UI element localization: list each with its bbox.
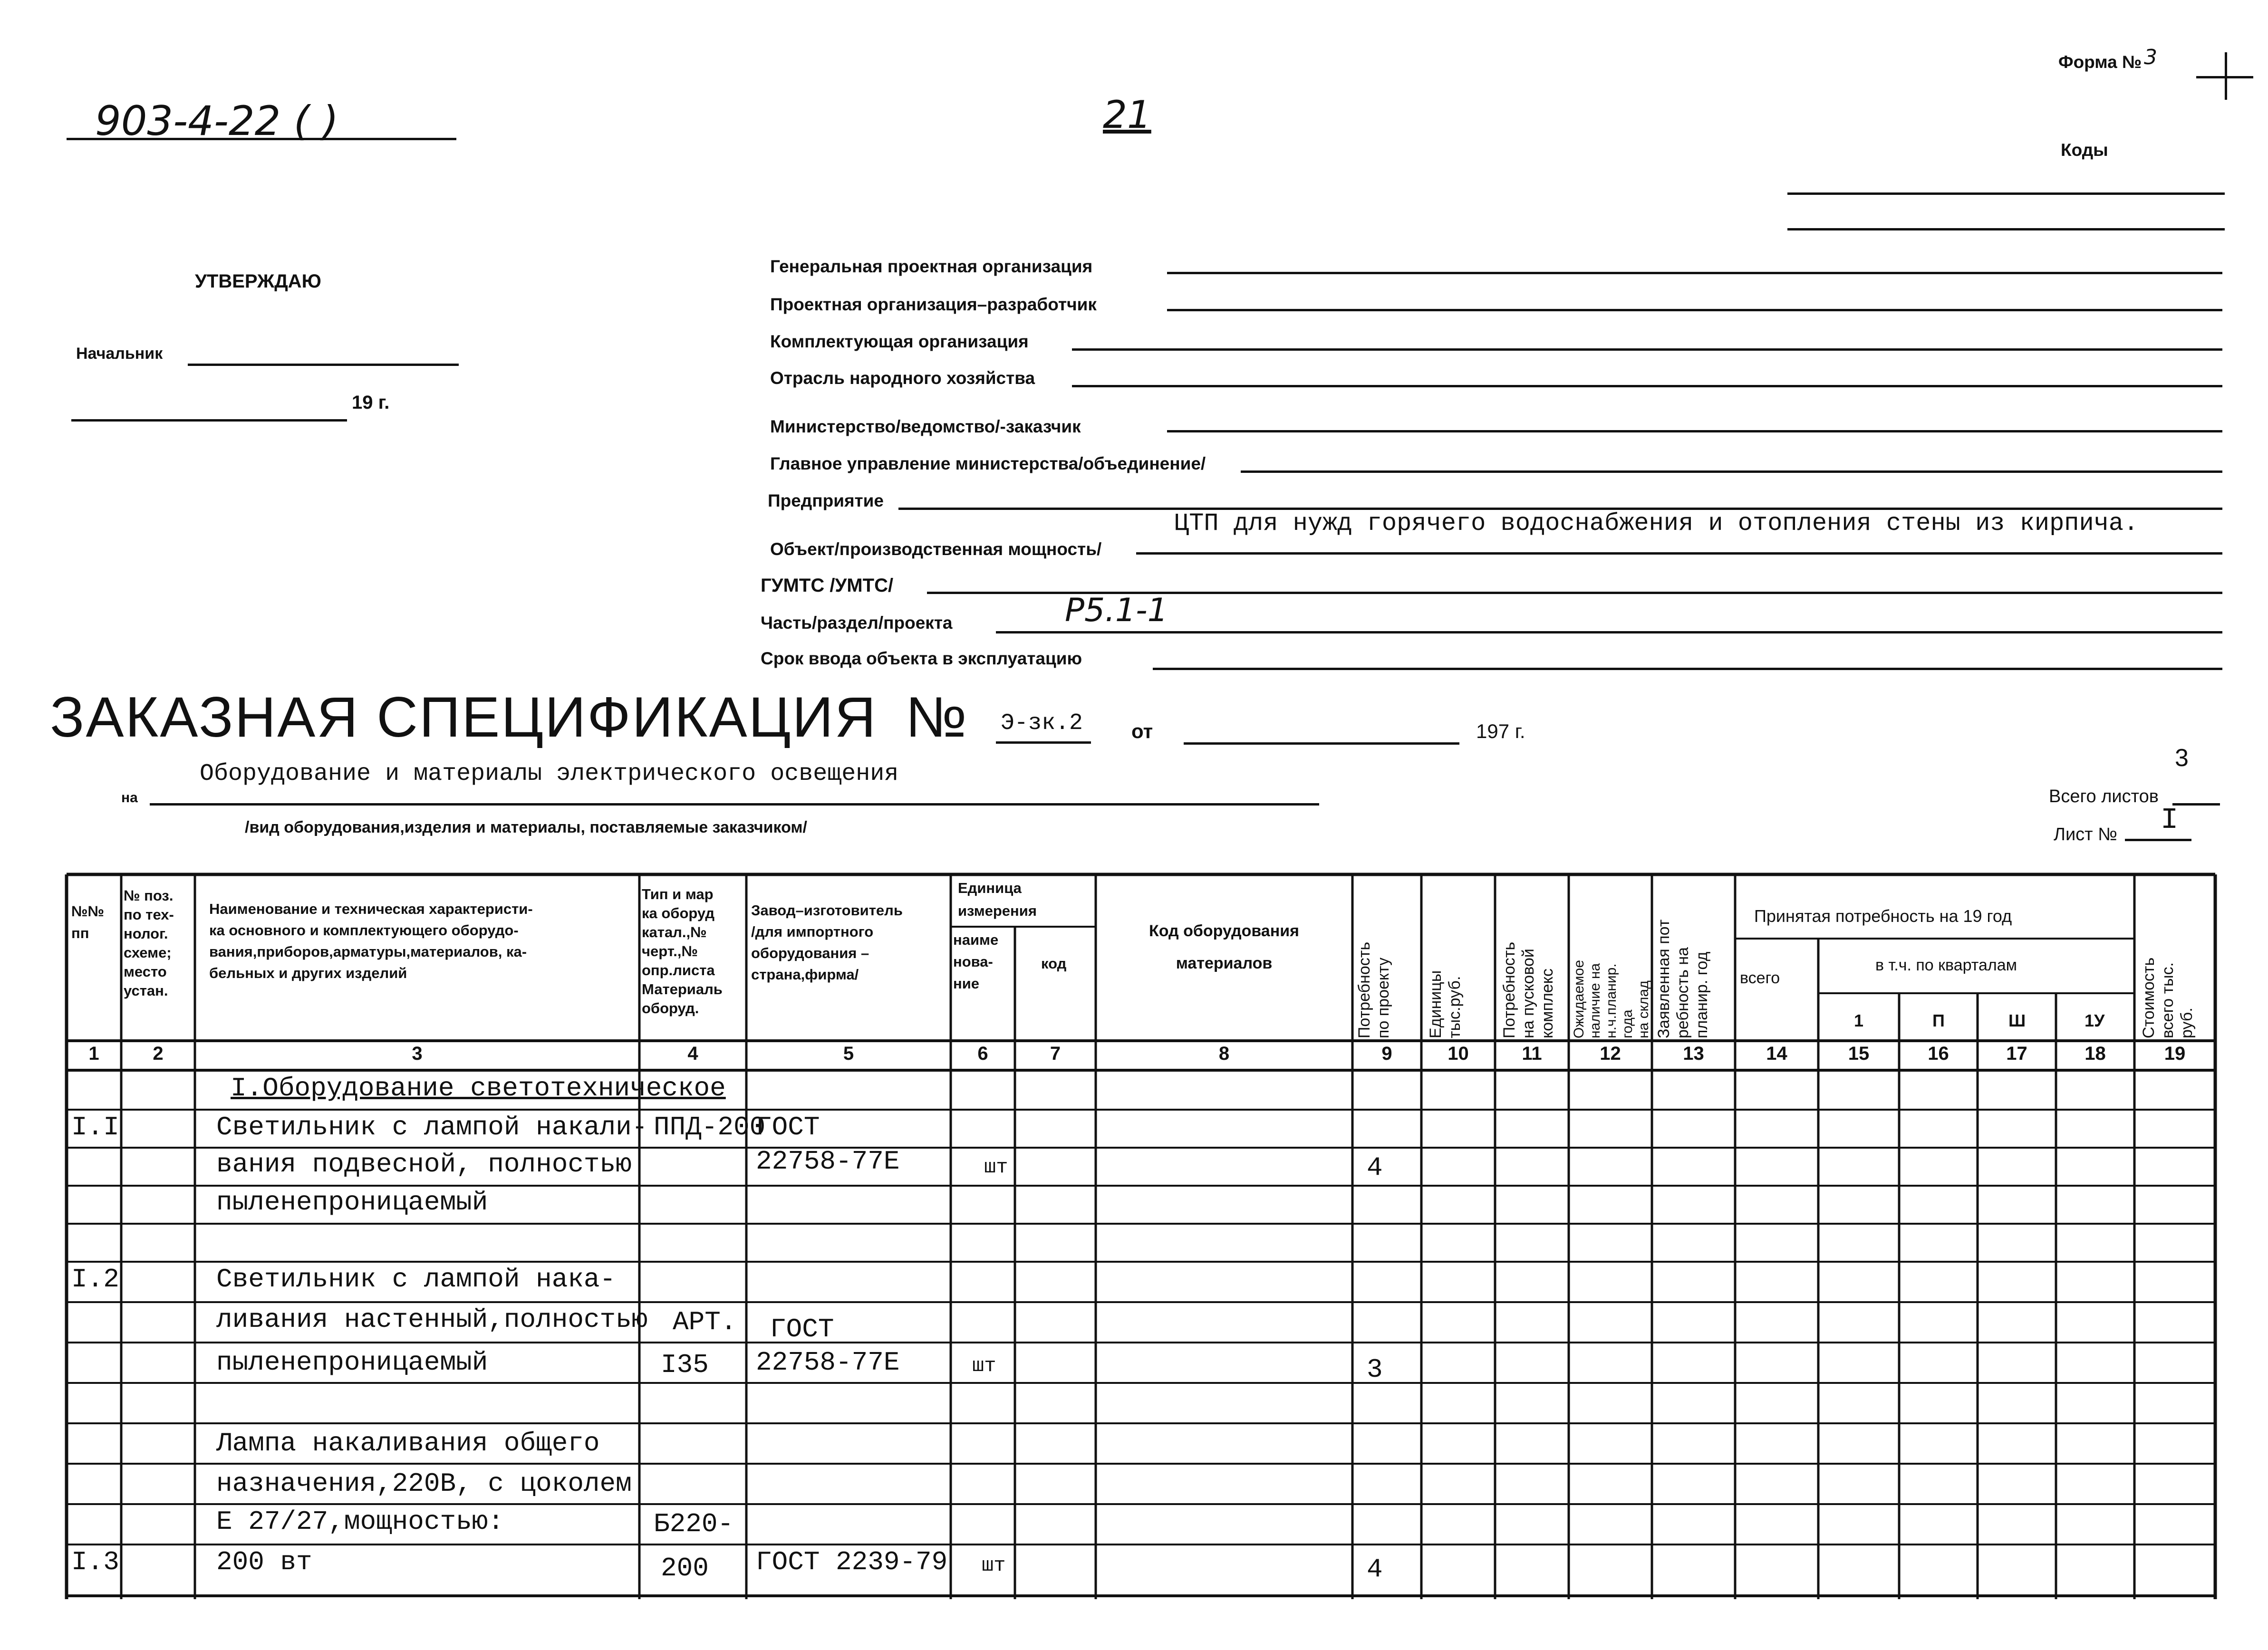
header-c19: Стоимость всего тыс. руб. (2140, 957, 2196, 1038)
codes-label: Коды (2061, 140, 2108, 160)
row-description: назначения,220В, с цоколем (216, 1468, 632, 1499)
header-c5: Завод–изготовитель /для импортного оборудования – страна,фирма/ (751, 902, 903, 983)
row-quantity: 3 (1367, 1354, 1383, 1385)
project-code: 903-4-22 ( ) (95, 97, 339, 145)
row-manufacturer: ГОСТ (770, 1314, 834, 1344)
approve-year: 19 г. (352, 392, 390, 413)
header-c4: Тип и мар ка оборуд катал.,№ черт.,№ опр.листа Материаль оборуд. (642, 886, 723, 1017)
colnum-6: 6 (977, 1043, 988, 1064)
row-description: Е 27/27,мощностью: (216, 1506, 504, 1537)
field-complect-org-label: Комплектующая организация (770, 332, 1029, 351)
colnum-14: 14 (1766, 1043, 1787, 1064)
row-manufacturer: 22758-77Е (756, 1146, 900, 1177)
row-description: вания подвесной, полностью (216, 1149, 632, 1180)
colnum-17: 17 (2006, 1043, 2027, 1064)
field-design-org-label: Проектная организация–разработчик (770, 295, 1097, 314)
colnum-2: 2 (153, 1043, 164, 1064)
header-c14: всего (1740, 969, 1780, 987)
spec-on-label: на (121, 790, 138, 806)
row-description: 200 вт (216, 1547, 312, 1577)
spec-subject-caption: /вид оборудования,изделия и материалы, поставляемые заказчиком/ (245, 818, 807, 836)
spec-year: 197 г. (1476, 720, 1525, 742)
row-unit: шт (984, 1156, 1008, 1179)
header-c15: 1 (1854, 1011, 1864, 1030)
header-quarters-group: в т.ч. по кварталам (1875, 956, 2017, 974)
row-description: Лампа накаливания общего (216, 1428, 600, 1458)
row-description: ливания настенный,полностью (216, 1305, 648, 1335)
form-label: Форма № (2058, 52, 2142, 72)
field-object-label: Объект/производственная мощность/ (770, 539, 1102, 559)
colnum-9: 9 (1381, 1043, 1392, 1064)
header-c16: П (1932, 1011, 1945, 1030)
field-main-dept-label: Главное управление министерства/объединение/ (770, 454, 1206, 473)
spec-subject: Оборудование и материалы электрического освещения (200, 760, 899, 787)
row-quantity: 4 (1367, 1152, 1383, 1183)
approve-label: УТВЕРЖДАЮ (195, 271, 321, 292)
header-c13: Заявленная пот ребность на планир. год (1655, 919, 1711, 1038)
field-general-org-label: Генеральная проектная организация (770, 257, 1093, 276)
sheet-value: I (2161, 803, 2179, 837)
row-description: Светильник с лампой нака- (216, 1264, 616, 1295)
colnum-3: 3 (412, 1043, 423, 1064)
colnum-4: 4 (687, 1043, 698, 1064)
header-c12: Ожидаемое наличие на н.ч.планир. года на склад (1571, 959, 1651, 1038)
header-c1: №№ пп (71, 903, 105, 941)
field-industry-label: Отрасль народного хозяйства (770, 368, 1035, 388)
field-gumts-label: ГУМТС /УМТС/ (761, 575, 894, 596)
row-description: I.Оборудование светотехническое (231, 1073, 726, 1103)
chief-label: Начальник (76, 345, 163, 363)
field-enterprise-label: Предприятие (768, 491, 884, 510)
spec-number-sign: № (906, 685, 968, 749)
row-manufacturer: ГОСТ (756, 1112, 820, 1142)
header-c2: № поз. по тех- нолог. схеме; место устан. (124, 887, 174, 999)
row-position: I.3 (71, 1547, 119, 1577)
total-sheets-label: Всего листов (2049, 787, 2159, 806)
row-position: I.2 (71, 1264, 119, 1295)
spec-from-label: от (1131, 720, 1153, 742)
field-part-label: Часть/раздел/проекта (761, 613, 953, 633)
row-position: I.I (71, 1112, 119, 1142)
colnum-8: 8 (1218, 1043, 1230, 1064)
row-unit: шт (982, 1554, 1006, 1577)
row-description: Светильник с лампой накали- (216, 1112, 648, 1142)
colnum-15: 15 (1848, 1043, 1870, 1064)
header-c6: наиме нова- ние (953, 931, 999, 992)
page-number: 21 (1103, 93, 1151, 137)
header-unit-group: Единица измерения (958, 880, 1037, 919)
row-type: АРТ. (673, 1307, 737, 1337)
form-number: 3 (2144, 45, 2157, 69)
field-object-value: ЦТП для нужд горячего водоснабжения и отопления стены из кирпича. (1174, 509, 2139, 537)
colnum-11: 11 (1522, 1043, 1542, 1064)
sheet-label: Лист № (2054, 825, 2117, 844)
header-c7: код (1041, 955, 1067, 972)
colnum-18: 18 (2085, 1043, 2106, 1064)
field-ministry-label: Министерство/ведомство/-заказчик (770, 417, 1081, 436)
row-type: ППД-200 (654, 1112, 766, 1142)
header-c10: Единицы тыс.руб. (1427, 970, 1464, 1038)
row-type: 200 (661, 1553, 709, 1583)
header-c9: Потребность по проекту (1355, 941, 1392, 1038)
spec-number: Э-зк.2 (1001, 710, 1083, 736)
header-c18: 1У (2085, 1011, 2105, 1030)
colnum-10: 10 (1448, 1043, 1469, 1064)
colnum-1: 1 (88, 1043, 99, 1064)
colnum-5: 5 (843, 1043, 854, 1064)
field-deadline-label: Срок ввода объекта в эксплуатацию (761, 649, 1082, 668)
colnum-7: 7 (1050, 1043, 1061, 1064)
colnum-16: 16 (1928, 1043, 1949, 1064)
header-c11: Потребность на пусковой комплекс (1500, 941, 1556, 1038)
colnum-12: 12 (1600, 1043, 1621, 1064)
total-sheets-value: 3 (2175, 744, 2189, 772)
header-c17: Ш (2008, 1011, 2026, 1030)
row-unit: шт (972, 1354, 996, 1377)
header-accepted-group: Принятая потребность на 19 год (1754, 906, 2012, 926)
header-c8: Код оборудования материалов (1148, 922, 1299, 972)
row-description: пыленепроницаемый (216, 1187, 488, 1218)
row-type: I35 (661, 1350, 709, 1380)
row-type: Б220- (654, 1509, 734, 1539)
header-c3: Наименование и техническая характеристи- ка основного и комплектующего оборудо- вания,приборов,арматуры,материалов, ка- бельных и других изделий (209, 901, 533, 981)
colnum-13: 13 (1683, 1043, 1704, 1064)
row-manufacturer: ГОСТ 2239-79 (756, 1547, 948, 1577)
spec-title: ЗАКАЗНАЯ СПЕЦИФИКАЦИЯ (50, 685, 878, 749)
field-part-value: Р5.1-1 (1065, 592, 1168, 629)
row-quantity: 4 (1367, 1554, 1383, 1584)
colnum-19: 19 (2164, 1043, 2186, 1064)
row-manufacturer: 22758-77Е (756, 1347, 900, 1378)
row-description: пыленепроницаемый (216, 1347, 488, 1378)
